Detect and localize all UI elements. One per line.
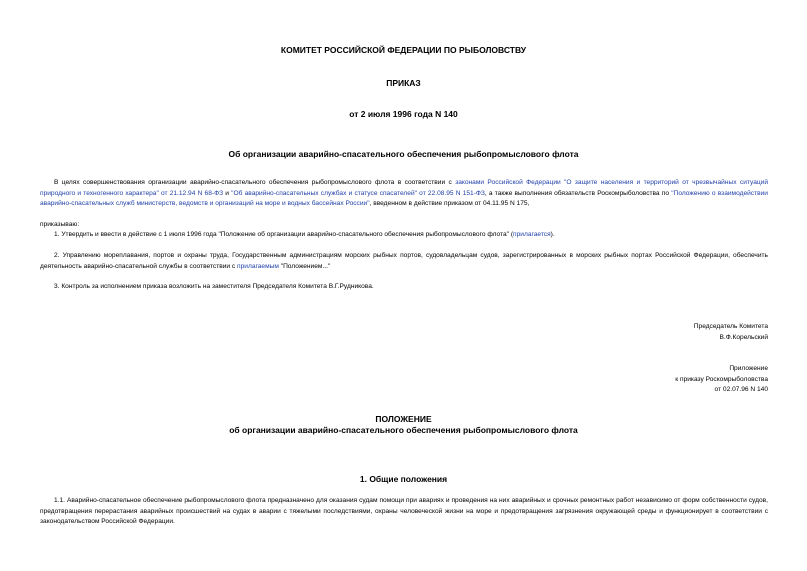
law-link-68fz[interactable]: законами Российской Федерации "О защите населения и территорий от чрезвычайных ситуаций природного и техногенного характера" от 21.12.94 N 68-ФЗ [40,179,769,197]
regulation-interaction-link[interactable]: "Положению о взаимодействии аварийно-спасательных служб министерств, ведомств и организаций на море и водных бассейнах России" [40,189,768,207]
doc-type-heading: ПРИКАЗ [386,78,421,88]
paragraph-1-1-text: 1.1. Аварийно-спасательное обеспечение рыбопромыслового флота предназначено для оказания судам помощи при авариях и проведения на них аварийных и срочных ремонтных работ независимо от форм собственности судов, предотвращения перерастания аварийных происшествий на судах в аварии с тяжелыми последствиями, охраны человеческой жизни на море и предотвращения загрязнения окружающей среды и функционирует в соответствии с законодательством Российской Федерации. [40,497,768,525]
order-item-3-text: 3. Контроль за исполнением приказа возложить на заместителя Председателя Комитета В.Г.Рудникова. [54,283,374,290]
appendix-line-2: к приказу Роскомрыболовства [675,375,768,383]
attached-regulation-link[interactable]: прилагаемым [237,262,279,270]
regulation-title: ПОЛОЖЕНИЕ [375,414,432,424]
intro-text-4: , введенном в действие приказом от 04.11.95 N 175, [369,200,530,207]
intro-text-3: , а также выполнения обязательств Роскомрыболовства по [484,189,672,197]
appendix-block [675,364,768,396]
prikazyvayu-label: приказываю: [40,221,80,228]
order-item-2-end: "Положением..." [278,262,331,270]
order-item-1-text: 1. Утвердить и ввести в действие с 1 июля 1996 года "Положение об организации аварийно-спасательного обеспечения рыбопромыслового флота" ( [54,231,514,238]
appendix-line-3: от 02.07.96 N 140 [714,386,768,393]
appendix-line-1: Приложение [729,365,768,372]
intro-paragraph [40,178,768,210]
order-item-3 [40,282,768,293]
intro-text-1: В целях совершенствования организации аварийно-спасательного обеспечения рыбопромыслового флота в соответствии с [54,179,456,186]
order-item-2-text: 2. Управлению мореплавания, портов и охраны труда, Государственным администрациям морских рыбных портов, судовладельцам судов, зарегистрированных в морских рыбных портах Российской Федерации, обеспечить деятельность аварийно-спасательной службы в соответствии с [40,252,768,270]
signature-position: Председатель Комитета [693,323,768,330]
committee-heading: КОМИТЕТ РОССИЙСКОЙ ФЕДЕРАЦИИ ПО РЫБОЛОВСТВУ [280,45,527,55]
order-item-1 [40,230,768,241]
signature-name: В.Ф.Корельский [719,333,768,341]
regulation-subtitle: об организации аварийно-спасательного обеспечения рыбопромыслового флота [229,425,578,435]
signature-block [694,322,768,343]
law-link-151fz[interactable]: "Об аварийно-спасательных службах и статусе спасателей" от 22.08.95 N 151-ФЗ [231,189,485,197]
paragraph-1-1 [40,496,768,528]
date-number-heading: от 2 июля 1996 года N 140 [349,109,458,119]
section-1-heading: 1. Общие положения [359,474,448,484]
attached-link[interactable]: прилагается [513,231,551,238]
order-item-2 [40,251,768,272]
order-title: Об организации аварийно-спасательного обеспечения рыбопромыслового флота [228,149,579,159]
intro-text-2: и [223,189,232,197]
order-item-1-end: ). [550,231,555,238]
